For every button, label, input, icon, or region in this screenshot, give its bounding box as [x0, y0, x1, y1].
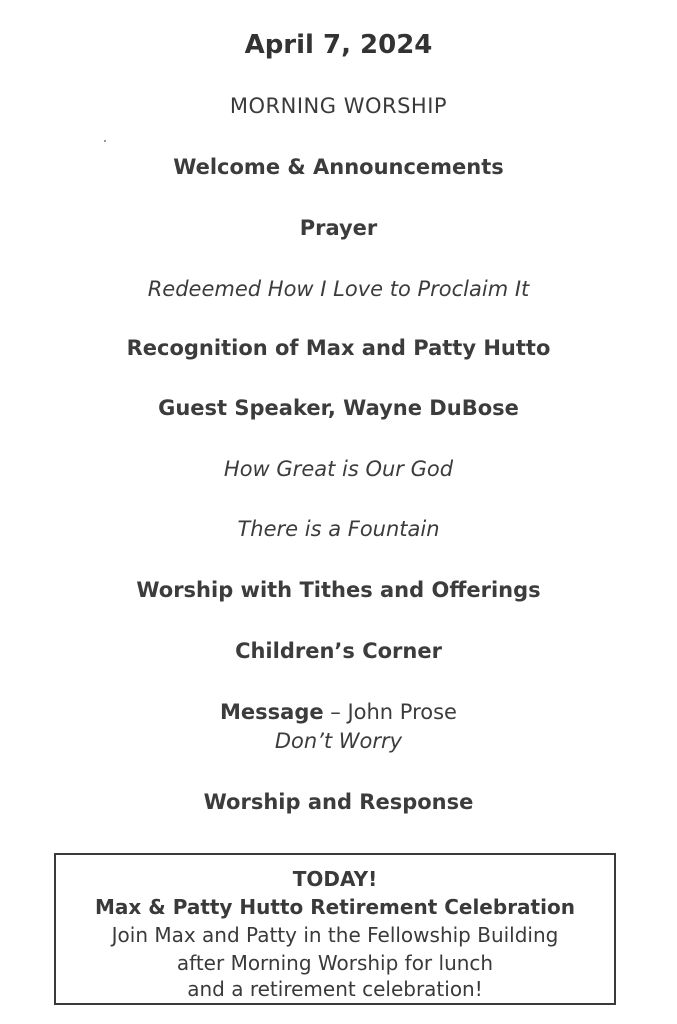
- prayer-item: Prayer: [299, 216, 378, 240]
- announcement-box: [54, 853, 616, 1005]
- tithes-item: Worship with Tithes and Offerings: [136, 578, 541, 602]
- message-item: [0, 702, 677, 723]
- announcement-line-2: after Morning Worship for lunch: [176, 951, 494, 975]
- service-date: April 7, 2024: [244, 30, 433, 60]
- section-title: MORNING WORSHIP: [229, 94, 448, 118]
- message-speaker: – John Prose: [323, 700, 457, 724]
- recognition-item: Recognition of Max and Patty Hutto: [126, 336, 551, 360]
- announcement-line-1: Join Max and Patty in the Fellowship Building: [111, 923, 559, 947]
- message-title: Don’t Worry: [274, 729, 403, 753]
- welcome-item: Welcome & Announcements: [173, 155, 504, 179]
- scan-speck: [104, 140, 106, 142]
- announcement-title: Max & Patty Hutto Retirement Celebration: [95, 895, 575, 919]
- response-item: Worship and Response: [203, 790, 474, 814]
- announcement-heading: TODAY!: [292, 867, 378, 891]
- message-label: Message: [220, 700, 324, 724]
- song-how-great: How Great is Our God: [223, 457, 454, 481]
- song-fountain: There is a Fountain: [237, 517, 440, 541]
- song-redeemed: Redeemed How I Love to Proclaim It: [147, 277, 530, 301]
- announcement-line-3: and a retirement celebration!: [187, 977, 483, 1001]
- guest-speaker-item: Guest Speaker, Wayne DuBose: [158, 396, 519, 420]
- childrens-corner-item: Children’s Corner: [235, 639, 442, 663]
